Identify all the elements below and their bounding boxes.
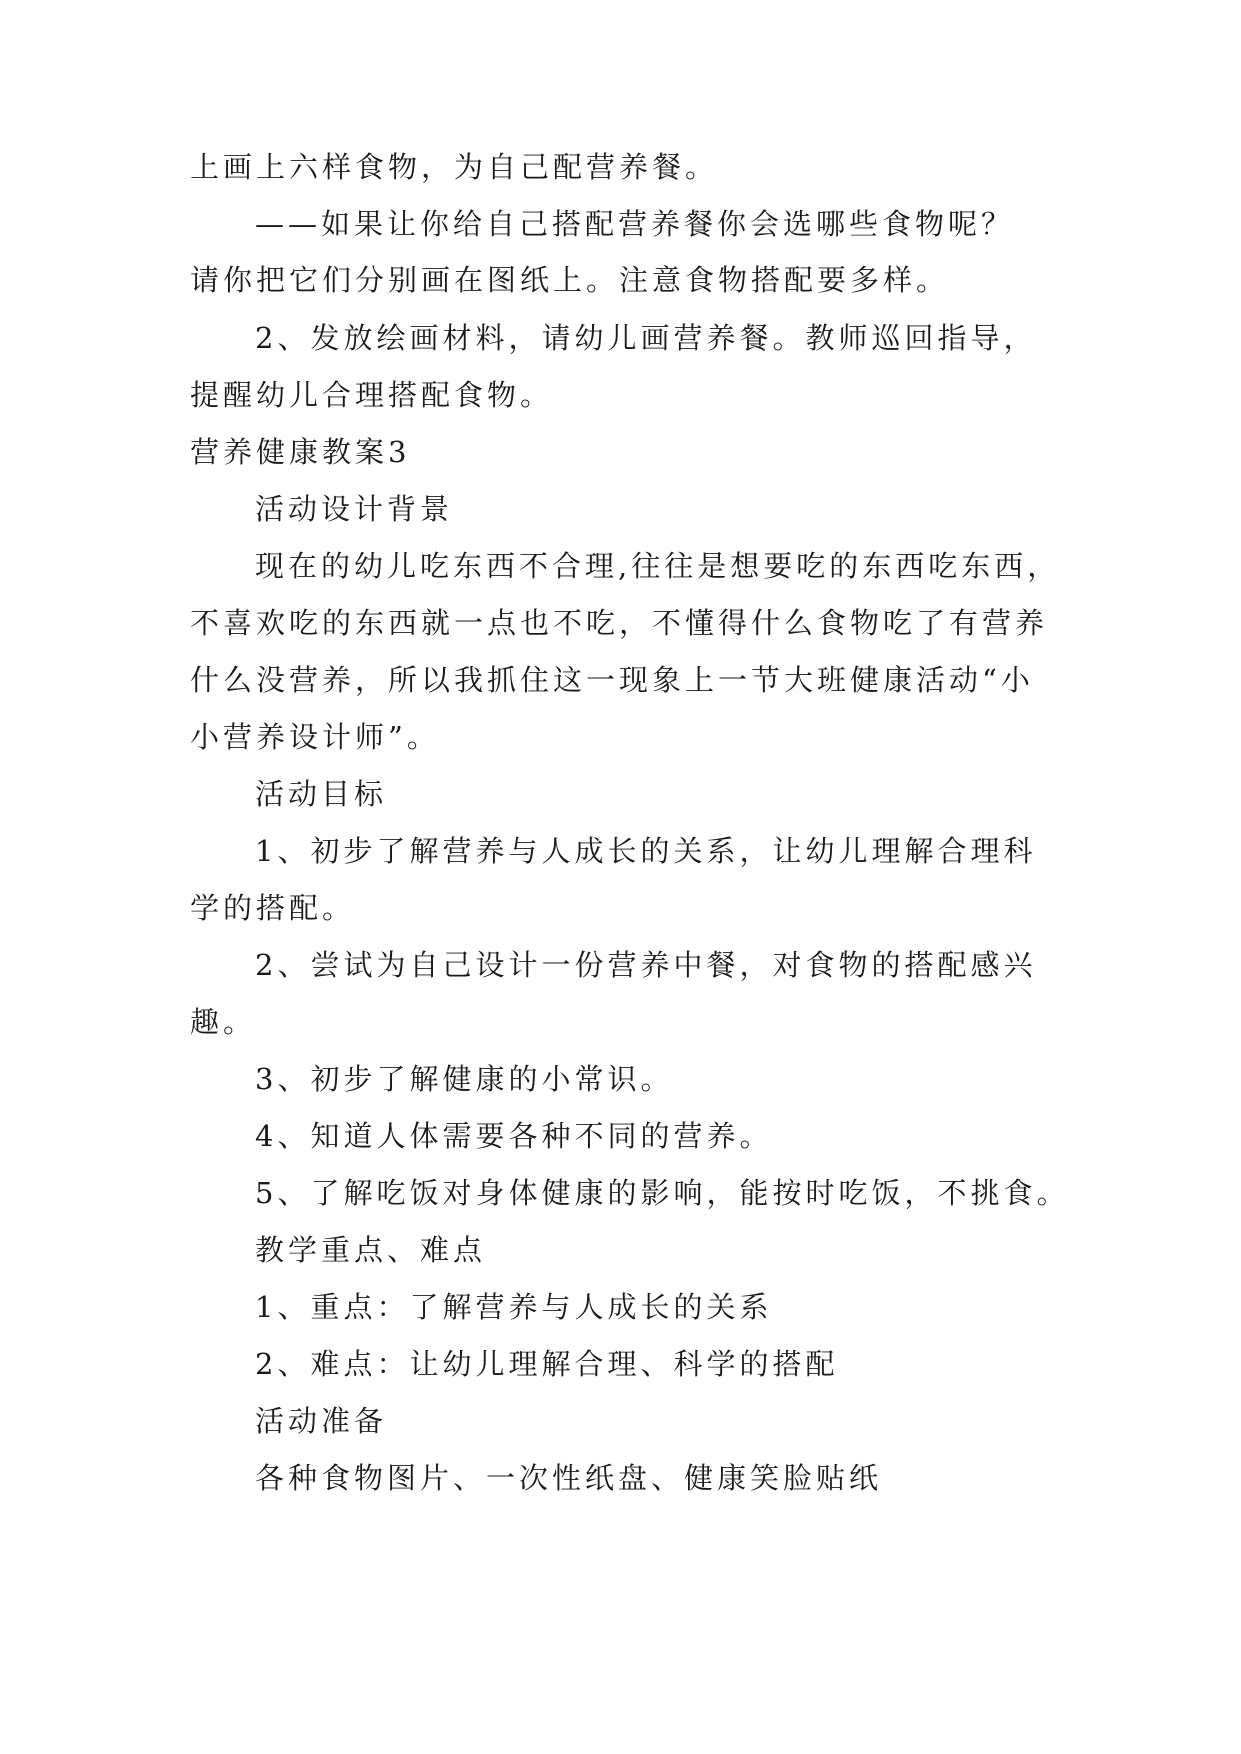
- text-line: 小营养设计师”。: [190, 720, 440, 754]
- subheading: 活动目标: [255, 777, 388, 811]
- text-line: 趣。: [190, 1005, 257, 1039]
- subheading: 活动设计背景: [255, 492, 454, 526]
- text-line: 现在的幼儿吃东西不合理,往往是想要吃的东西吃东西，: [255, 549, 1061, 583]
- subheading: 活动准备: [255, 1404, 388, 1438]
- text-line: 3、初步了解健康的小常识。: [255, 1062, 674, 1096]
- text-line: 不喜欢吃的东西就一点也不吃，不懂得什么食物吃了有营养: [190, 606, 1049, 640]
- text-line: 上画上六样食物，为自己配营养餐。: [190, 150, 719, 184]
- subheading: 教学重点、难点: [255, 1233, 487, 1267]
- text-line: ——如果让你给自己搭配营养餐你会选哪些食物呢？: [255, 207, 1015, 241]
- text-line: 4、知道人体需要各种不同的营养。: [255, 1119, 773, 1153]
- text-line: 请你把它们分别画在图纸上。注意食物搭配要多样。: [190, 263, 950, 297]
- text-line: 学的搭配。: [190, 891, 356, 925]
- section-heading: 营养健康教案3: [190, 435, 411, 469]
- text-line: 提醒幼儿合理搭配食物。: [190, 378, 554, 412]
- text-line: 各种食物图片、一次性纸盘、健康笑脸贴纸: [255, 1461, 883, 1495]
- text-line: 2、尝试为自己设计一份营养中餐，对食物的搭配感兴: [255, 948, 1037, 982]
- text-line: 2、发放绘画材料，请幼儿画营养餐。教师巡回指导，: [255, 321, 1037, 355]
- text-line: 1、重点：了解营养与人成长的关系: [255, 1290, 773, 1324]
- text-line: 什么没营养，所以我抓住这一现象上一节大班健康活动“小: [190, 663, 1034, 697]
- text-line: 1、初步了解营养与人成长的关系，让幼儿理解合理科: [255, 834, 1037, 868]
- text-line: 2、难点：让幼儿理解合理、科学的搭配: [255, 1347, 839, 1381]
- text-line: 5、了解吃饭对身体健康的影响，能按时吃饭，不挑食。: [255, 1176, 1070, 1210]
